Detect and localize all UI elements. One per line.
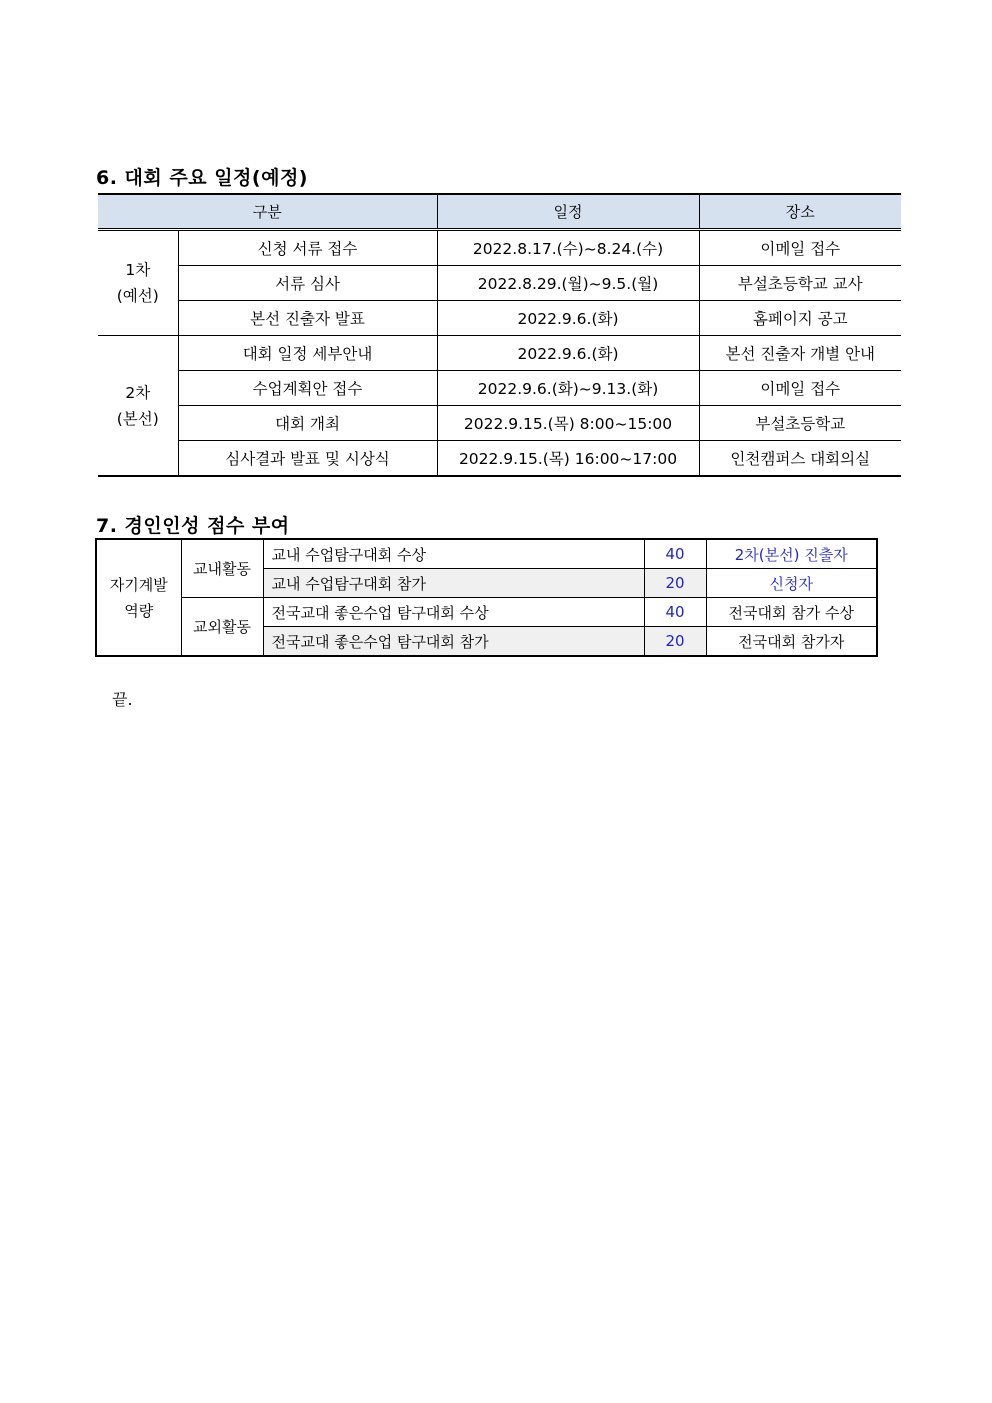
schedule-table: [98, 193, 901, 477]
group-label-line: (본선): [116, 409, 159, 428]
schedule-date: 2022.9.15.(목) 16:00~17:00: [437, 441, 699, 477]
schedule-date: 2022.9.6.(화): [437, 301, 699, 336]
group-label-line: 2차: [125, 383, 151, 402]
table-header-row: [98, 194, 901, 230]
table-row: [96, 598, 877, 627]
schedule-item: 대회 일정 세부안내: [178, 336, 437, 371]
score-item: 교내 수업탐구대회 수상: [263, 539, 644, 569]
area-label-line: 역량: [124, 601, 154, 620]
score-value: 40: [644, 539, 706, 569]
group-label: [98, 230, 178, 336]
score-target: 전국대회 참가자: [706, 627, 877, 657]
section-7-title: 7. 경인인성 점수 부여: [96, 515, 290, 537]
score-target: 전국대회 참가 수상: [706, 598, 877, 627]
score-table: [95, 538, 878, 657]
group-label: [98, 336, 178, 477]
schedule-item: 본선 진출자 발표: [178, 301, 437, 336]
schedule-item: 수업계획안 접수: [178, 371, 437, 406]
end-mark: 끝.: [112, 690, 133, 709]
score-target: 신청자: [706, 569, 877, 598]
column-header: 장소: [699, 194, 901, 230]
table-row: [98, 441, 901, 477]
table-row: [98, 406, 901, 441]
schedule-place: 본선 진출자 개별 안내: [699, 336, 901, 371]
score-item: 전국교대 좋은수업 탐구대회 참가: [263, 627, 644, 657]
column-header: 구분: [98, 194, 437, 230]
schedule-place: 부설초등학교 교사: [699, 266, 901, 301]
schedule-date: 2022.9.6.(화): [437, 336, 699, 371]
schedule-place: 부설초등학교: [699, 406, 901, 441]
score-item: 교내 수업탐구대회 참가: [263, 569, 644, 598]
score-value: 40: [644, 598, 706, 627]
score-item: 전국교대 좋은수업 탐구대회 수상: [263, 598, 644, 627]
table-row: [98, 230, 901, 266]
area-label: [96, 539, 181, 656]
table-row: [98, 266, 901, 301]
group-label-line: 1차: [125, 261, 151, 279]
section-6-title: 6. 대회 주요 일정(예정): [96, 167, 308, 189]
schedule-place: 홈페이지 공고: [699, 301, 901, 336]
schedule-date: 2022.8.29.(월)~9.5.(월): [437, 266, 699, 301]
activity-group-label: 교외활동: [181, 598, 263, 657]
score-value: 20: [644, 627, 706, 657]
score-value: 20: [644, 569, 706, 598]
score-target: 2차(본선) 진출자: [706, 539, 877, 569]
group-label-line: (예선): [116, 287, 159, 305]
area-label-line: 자기계발: [109, 575, 168, 594]
table-row: [98, 336, 901, 371]
schedule-item: 심사결과 발표 및 시상식: [178, 441, 437, 477]
table-row: [96, 539, 877, 569]
activity-group-label: 교내활동: [181, 539, 263, 598]
schedule-date: 2022.9.15.(목) 8:00~15:00: [437, 406, 699, 441]
schedule-date: 2022.8.17.(수)~8.24.(수): [437, 230, 699, 266]
schedule-date: 2022.9.6.(화)~9.13.(화): [437, 371, 699, 406]
schedule-item: 서류 심사: [178, 266, 437, 301]
schedule-place: 인천캠퍼스 대회의실: [699, 441, 901, 477]
schedule-place: 이메일 접수: [699, 230, 901, 266]
schedule-item: 대회 개최: [178, 406, 437, 441]
column-header: 일정: [437, 194, 699, 230]
schedule-item: 신청 서류 접수: [178, 230, 437, 266]
schedule-place: 이메일 접수: [699, 371, 901, 406]
table-row: [98, 371, 901, 406]
table-row: [98, 301, 901, 336]
